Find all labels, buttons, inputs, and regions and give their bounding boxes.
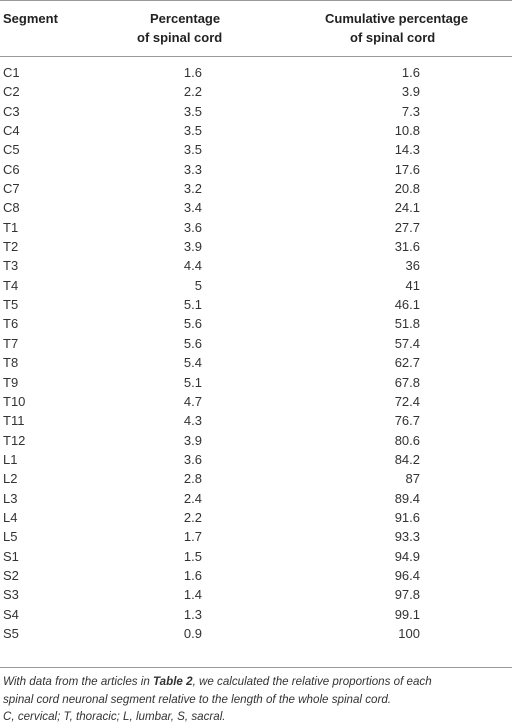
header-cumulative-line2: of spinal cord — [350, 30, 436, 45]
segment-cell: C5 — [3, 142, 20, 158]
table-row — [0, 237, 512, 256]
footnote-line1-prefix: With data from the articles in — [3, 675, 154, 688]
cumulative-cell: 24.1 — [394, 200, 420, 216]
segment-cell: T3 — [3, 258, 19, 274]
header-cumulative — [325, 9, 485, 47]
cumulative-cell: 97.8 — [394, 587, 420, 603]
table-row — [0, 276, 512, 295]
percentage-cell: 1.6 — [183, 567, 202, 583]
table-row — [0, 160, 512, 179]
percentage-cell: 4.7 — [183, 393, 202, 409]
cumulative-cell: 36 — [405, 258, 420, 274]
cumulative-cell: 100 — [398, 625, 420, 641]
table-row — [0, 489, 512, 508]
cumulative-cell: 20.8 — [394, 181, 420, 197]
table-row — [0, 373, 512, 392]
table-row — [0, 63, 512, 82]
cumulative-cell: 31.6 — [394, 239, 420, 255]
table-row — [0, 198, 512, 217]
segment-cell: T2 — [3, 239, 19, 255]
segment-cell: T9 — [3, 374, 19, 390]
cumulative-cell: 91.6 — [394, 509, 420, 525]
cumulative-cell: 80.6 — [394, 432, 420, 448]
segment-cell: T8 — [3, 355, 19, 371]
header-cumulative-line1: Cumulative percentage — [325, 11, 469, 26]
table-row — [0, 82, 512, 101]
table-row — [0, 624, 512, 643]
cumulative-cell: 10.8 — [394, 123, 420, 139]
percentage-cell: 4.3 — [183, 413, 202, 429]
cumulative-cell: 94.9 — [394, 548, 420, 564]
table-row — [0, 353, 512, 372]
table-row — [0, 431, 512, 450]
segment-cell: C4 — [3, 123, 20, 139]
table-2-link[interactable]: Table 2 — [153, 675, 193, 688]
cumulative-cell: 67.8 — [394, 374, 420, 390]
segment-cell: L1 — [3, 451, 18, 467]
percentage-cell: 5.4 — [183, 355, 202, 371]
percentage-cell: 3.4 — [183, 200, 202, 216]
segment-cell: S5 — [3, 625, 19, 641]
table-row — [0, 121, 512, 140]
table-row — [0, 527, 512, 546]
percentage-cell: 3.5 — [183, 142, 202, 158]
percentage-cell: 2.2 — [183, 509, 202, 525]
cumulative-cell: 51.8 — [394, 316, 420, 332]
header-percentage — [137, 9, 270, 47]
segment-cell: T5 — [3, 297, 19, 313]
cumulative-cell: 72.4 — [394, 393, 420, 409]
table-row — [0, 140, 512, 159]
percentage-cell: 5.6 — [183, 335, 202, 351]
table-row — [0, 179, 512, 198]
table-row — [0, 508, 512, 527]
segment-cell: C2 — [3, 84, 20, 100]
percentage-cell: 3.2 — [183, 181, 202, 197]
segment-cell: T10 — [3, 393, 26, 409]
percentage-cell: 1.3 — [183, 606, 202, 622]
header-rule — [0, 56, 512, 57]
segment-cell: T6 — [3, 316, 19, 332]
segment-cell: S2 — [3, 567, 19, 583]
percentage-cell: 3.5 — [183, 103, 202, 119]
segment-cell: S1 — [3, 548, 19, 564]
cumulative-cell: 14.3 — [394, 142, 420, 158]
footnote-line1 — [3, 673, 508, 691]
segment-cell: T12 — [3, 432, 26, 448]
segment-cell: L5 — [3, 529, 18, 545]
percentage-cell: 1.4 — [183, 587, 202, 603]
cumulative-cell: 3.9 — [401, 84, 420, 100]
percentage-cell: 3.3 — [183, 161, 202, 177]
table-row — [0, 314, 512, 333]
segment-cell: C1 — [3, 65, 20, 80]
table-row — [0, 256, 512, 275]
segment-cell: L4 — [3, 509, 18, 525]
segment-cell: T1 — [3, 219, 19, 235]
percentage-cell: 3.5 — [183, 123, 202, 139]
cumulative-cell: 89.4 — [394, 490, 420, 506]
segment-cell: C7 — [3, 181, 20, 197]
cumulative-cell: 84.2 — [394, 451, 420, 467]
segment-cell: C3 — [3, 103, 20, 119]
percentage-cell: 5.6 — [183, 316, 202, 332]
segment-cell: L3 — [3, 490, 18, 506]
percentage-cell: 3.6 — [183, 219, 202, 235]
table-row — [0, 218, 512, 237]
cumulative-cell: 96.4 — [394, 567, 420, 583]
table-row — [0, 605, 512, 624]
percentage-cell: 3.9 — [183, 239, 202, 255]
footnote-line3: C, cervical; T, thoracic; L, lumbar, S, sacral. — [3, 710, 226, 723]
segment-cell: C8 — [3, 200, 20, 216]
table-row — [0, 450, 512, 469]
percentage-cell: 2.4 — [183, 490, 202, 506]
segment-cell: T4 — [3, 277, 19, 293]
percentage-cell: 2.8 — [183, 471, 202, 487]
cumulative-cell: 76.7 — [394, 413, 420, 429]
table-row — [0, 566, 512, 585]
cumulative-cell: 93.3 — [394, 529, 420, 545]
percentage-cell: 1.7 — [183, 529, 202, 545]
footnote-line2: spinal cord neuronal segment relative to the length of the whole spinal cord. — [3, 692, 391, 706]
cumulative-cell: 99.1 — [394, 606, 420, 622]
percentage-cell: 3.6 — [183, 451, 202, 467]
percentage-cell: 5.1 — [183, 374, 202, 390]
table-row — [0, 411, 512, 430]
cumulative-cell: 87 — [405, 471, 420, 487]
footnote-line1-suffix: , we calculated the relative proportions of each — [192, 675, 432, 688]
percentage-cell: 1.6 — [183, 65, 202, 80]
cumulative-cell: 7.3 — [401, 103, 420, 119]
cumulative-cell: 57.4 — [394, 335, 420, 351]
table-row — [0, 392, 512, 411]
table-row — [0, 334, 512, 353]
table-footnote — [3, 673, 508, 726]
bottom-rule — [0, 667, 512, 668]
table-row — [0, 469, 512, 488]
header-percentage-line1: Percentage — [150, 11, 221, 26]
segment-cell: T7 — [3, 335, 19, 351]
percentage-cell: 2.2 — [183, 84, 202, 100]
segment-cell: L2 — [3, 471, 18, 487]
table-row — [0, 585, 512, 604]
table-body — [0, 63, 512, 643]
cumulative-cell: 1.6 — [401, 65, 420, 80]
segment-cell: T11 — [3, 413, 25, 429]
cumulative-cell: 17.6 — [394, 161, 420, 177]
cumulative-cell: 41 — [405, 277, 420, 293]
percentage-cell: 4.4 — [183, 258, 202, 274]
top-rule — [0, 0, 512, 1]
cumulative-cell: 27.7 — [394, 219, 420, 235]
percentage-cell: 0.9 — [183, 625, 202, 641]
percentage-cell: 3.9 — [183, 432, 202, 448]
table-row — [0, 102, 512, 121]
segment-cell: C6 — [3, 161, 20, 177]
table-row — [0, 295, 512, 314]
segment-cell: S3 — [3, 587, 19, 603]
percentage-cell: 1.5 — [183, 548, 202, 564]
cumulative-cell: 62.7 — [394, 355, 420, 371]
percentage-cell: 5 — [194, 277, 202, 293]
segment-cell: S4 — [3, 606, 19, 622]
cumulative-cell: 46.1 — [394, 297, 420, 313]
percentage-cell: 5.1 — [183, 297, 202, 313]
header-segment: Segment — [3, 11, 58, 26]
header-percentage-line2: of spinal cord — [137, 30, 223, 45]
table-row — [0, 547, 512, 566]
